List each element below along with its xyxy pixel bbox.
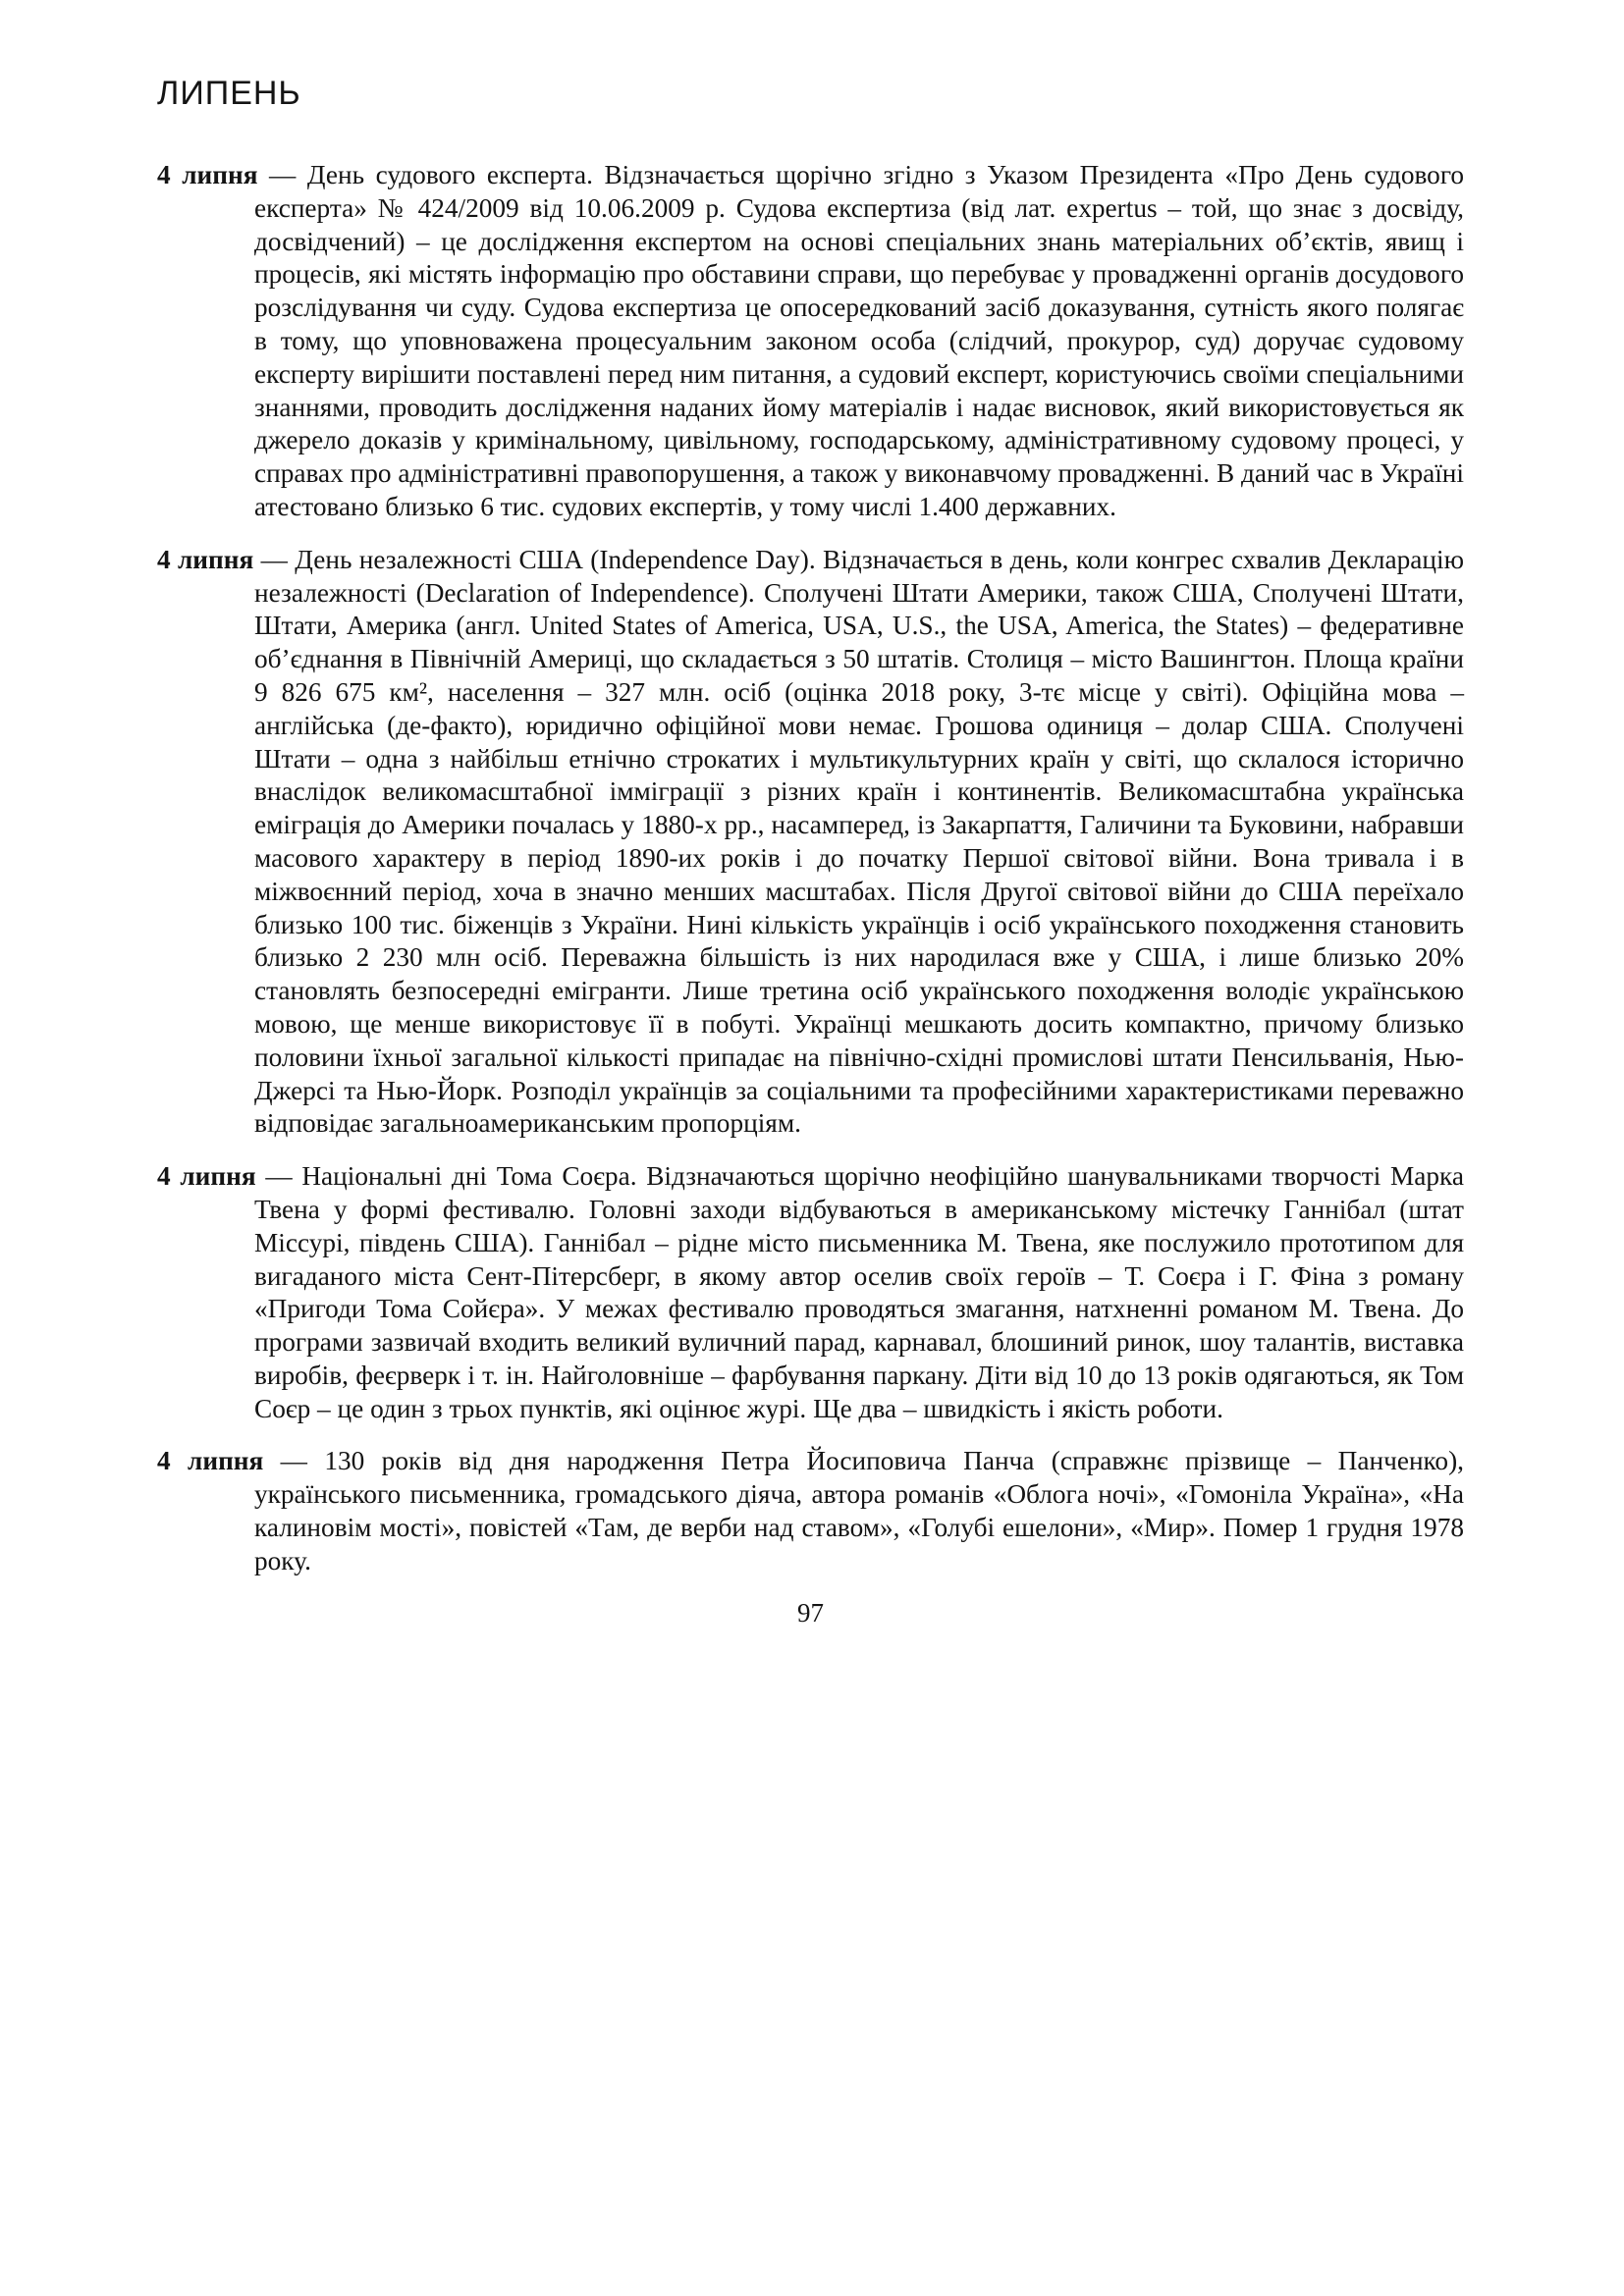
- entry-tom-sawyer-days: [157, 1160, 1464, 1425]
- entry-petro-panch-birthday: [157, 1445, 1464, 1577]
- entry-text: День незалежності США (Independence Day). Відзначається в день, коли конгрес схвалив Декларацію незалежності (Declaration of Independence). Сполучені Штати Америки, також США, Сполучені Штати, Штати, Америка (англ. United States of America, USA, U.S., the USA, America, the States) – федеративне об’єднання в Північній Америці, що складається з 50 штатів. Столиця – місто Вашингтон. Площа країни 9 826 675 км², населення – 327 млн. осіб (оцінка 2018 року, 3-тє місце у світі). Офіційна мова – англійська (де-факто), юридично офіційної мови немає. Грошова одиниця – долар США. Сполучені Штати – одна з найбільш етнічно строкатих і мультикультурних країн у світі, що склалося історично внаслідок великомасштабної імміграції з різних країн і континентів. Великомасштабна українська еміграція до Америки почалась у 1880-х рр., насамперед, із Закарпаття, Галичини та Буковини, набравши масового характеру в період 1890-их років і до початку Першої світової війни. Вона тривала і в міжвоєнний період, хоча в значно менших масштабах. Після Другої світової війни до США переїхало близько 100 тис. біженців з України. Нині кількість українців і осіб українського походження становить близько 2 230 млн осіб. Переважна більшість із них народилася вже у США, і лише близько 20% становлять безпосередні емігранти. Лише третина осіб українського походження володіє українською мовою, ще менше використовує її в побуті. Українці мешкають досить компактно, причому близько половини їхньої загальної кількості припадає на північно-східні промислові штати Пенсильванія, Нью-Джерсі та Нью-Йорк. Розподіл українців за соціальними та професійними характеристиками переважно відповідає загальноамериканським пропорціям.: [254, 544, 1464, 1139]
- entry-text: 130 років від дня народження Петра Йосиповича Панча (справжнє прізвище – Панченко), українського письменника, громадського діяча, автора романів «Облога ночі», «Гомоніла Україна», «На калиновім мості», повістей «Там, де верби над ставом», «Голубі ешелони», «Мир». Помер 1 грудня 1978 року.: [254, 1446, 1464, 1575]
- entry-dash: —: [263, 1446, 325, 1476]
- entry-dash: —: [255, 1161, 302, 1192]
- month-heading: ЛИПЕНЬ: [157, 75, 301, 112]
- entry-text: День судового експерта. Відзначається щорічно згідно з Указом Президента «Про День судового експерта» № 424/2009 від 10.06.2009 р. Судова експертиза (від лат. expertus – той, що знає з досвіду, досвідчений) – це дослідження експертом на основі спеціальних знань матеріальних об’єктів, явищ і процесів, які містять інформацію про обставини справи, що перебуває у провадженні органів досудового розслідування чи суду. Судова експертиза це опосередкований засіб доказування, сутність якого полягає в тому, що уповноважена процесуальним законом особа (слідчий, прокурор, суд) доручає судовому експерту вирішити поставлені перед ним питання, а судовий експерт, користуючись своїми спеціальними знаннями, проводить дослідження наданих йому матеріалів і надає висновок, який використовується як джерело доказів у кримінальному, цивільному, господарському, адміністративному судовому процесі, у справах про адміністративні правопорушення, а також у виконавчому провадженні. В даний час в Україні атестовано близько 6 тис. судових експертів, у тому числі 1.400 державних.: [254, 160, 1464, 521]
- entry-dash: —: [257, 160, 307, 189]
- entry-dash: —: [253, 544, 296, 574]
- page-number: 97: [797, 1597, 824, 1628]
- entry-date: 4 липня: [157, 160, 258, 189]
- entry-text: Національні дні Тома Соєра. Відзначаються щорічно неофіційно шанувальниками творчості Марка Твена у формі фестивалю. Головні заходи відбуваються в американському містечку Ганнібал (штат Міссурі, південь США). Ганнібал – рідне місто письменника М. Твена, яке послужило прототипом для вигаданого міста Сент-Пітерсберг, в якому автор оселив своїх героїв – Т. Соєра і Г. Фіна з роману «Пригоди Тома Сойєра». У межах фестивалю проводяться змагання, натхненні романом М. Твена. До програми зазвичай входить великий вуличний парад, карнавал, блошиний ринок, шоу талантів, виставка виробів, феєрверк і т. ін. Найголовніше – фарбування паркану. Діти від 10 до 13 років одягаються, як Том Соєр – це один з трьох пунктів, які оцінює журі. Ще два – швидкість і якість роботи.: [254, 1161, 1464, 1423]
- entry-usa-independence-day: [157, 544, 1464, 1141]
- entry-forensic-expert-day: [157, 159, 1464, 524]
- entry-date: 4 липня: [157, 1446, 264, 1476]
- entry-date: 4 липня: [157, 1161, 256, 1192]
- entry-date: 4 липня: [157, 544, 254, 574]
